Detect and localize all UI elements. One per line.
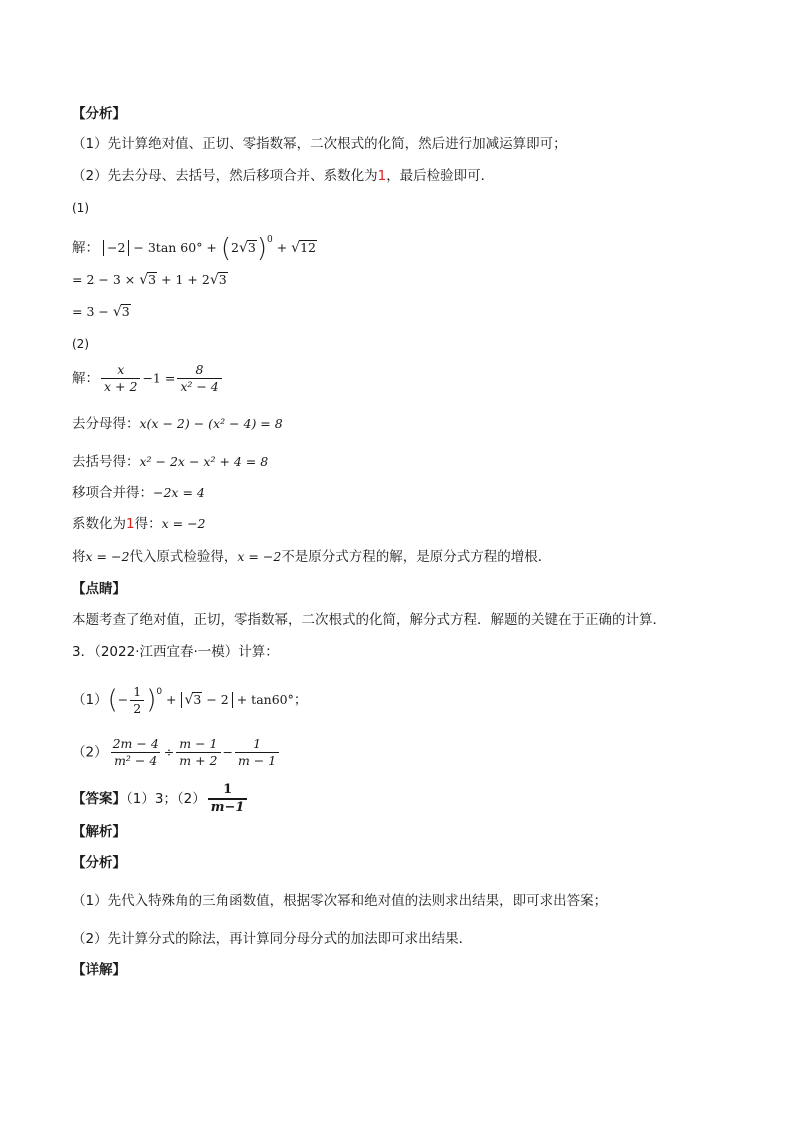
check-expr: x = −2 xyxy=(237,549,282,564)
sqrt: 3 xyxy=(193,692,202,707)
analysis-point-2-suffix: ，最后检验即可． xyxy=(386,168,495,184)
step-expr: x(x − 2) − (x² − 4) = 8 xyxy=(139,416,283,431)
denominator: 2 xyxy=(130,700,144,717)
part2-equation xyxy=(72,362,224,395)
sqrt: 3 xyxy=(247,240,256,255)
step-coefficient xyxy=(72,514,206,534)
denominator: x² − 4 xyxy=(177,378,221,395)
fraction xyxy=(176,736,220,769)
abs-value: √3 − 2 xyxy=(181,692,233,708)
step-label: 去分母得： xyxy=(72,416,140,432)
analysis-header: 【分析】 xyxy=(72,106,126,122)
step-remove-denominator xyxy=(72,414,283,434)
check-text: 不是原分式方程的解，是原分式方程的增根． xyxy=(281,549,552,565)
detail-header: 【详解】 xyxy=(72,962,126,978)
expr-text: −1 = xyxy=(142,370,176,386)
question3-title: 3．（2022·江西宜春·一模）计算： xyxy=(72,644,279,660)
abs-value: −2 xyxy=(103,240,129,256)
fraction xyxy=(110,736,162,769)
step-label: 移项合并得： xyxy=(72,485,153,501)
step-label: 得： xyxy=(134,516,162,532)
step-expr: x² − 2x − x² + 4 = 8 xyxy=(139,454,269,469)
check-text: 代入原式检验得， xyxy=(129,549,238,565)
analysis2-point-1: （1）先代入特殊角的三角函数值，根据零次幂和绝对值的法则求出结果，即可求出答案； xyxy=(72,893,608,909)
expr-text: − 2 xyxy=(202,692,229,707)
answer-line xyxy=(72,782,249,816)
part1-line3: = 3 − √3 xyxy=(72,304,130,320)
expr-text: − 3tan 60° + xyxy=(129,240,221,255)
numerator: 1 xyxy=(133,683,142,699)
analysis-point-1: （1）先计算绝对值、正切、零指数幂，二次根式的化简，然后进行加减运算即可； xyxy=(72,136,567,152)
denominator: m² − 4 xyxy=(111,752,160,769)
denominator: m − 1 xyxy=(235,752,279,769)
expr-text: = 2 − 3 × xyxy=(72,272,140,287)
part2-label: (2) xyxy=(72,337,89,351)
check-line xyxy=(72,547,551,567)
exponent: 0 xyxy=(156,687,163,697)
answer-header: 【答案】 xyxy=(72,791,126,807)
part1-line2: = 2 − 3 × √3 + 1 + 2√3 xyxy=(72,272,227,288)
check-expr: x = −2 xyxy=(85,549,130,564)
part-label: （1） xyxy=(72,692,108,708)
question3-part1: （1）(− $\frac{1}{2}$ )$^0$ + √3 − 2 + tan60°； xyxy=(72,683,308,716)
answer-fraction xyxy=(208,782,248,816)
analysis-point-2-number: 1 xyxy=(377,168,387,184)
numerator: x xyxy=(117,362,125,377)
numerator: m − 1 xyxy=(179,736,218,751)
part-label: （2） xyxy=(72,744,108,761)
analysis-point-2-prefix: （2）先去分母、去括号，然后移项合并、系数化为 xyxy=(72,168,378,184)
step-label-number: 1 xyxy=(126,516,135,532)
operator: − xyxy=(222,744,233,760)
step-label: 系数化为 xyxy=(72,516,126,532)
operator: ÷ xyxy=(163,744,175,760)
numerator: 1 xyxy=(253,736,262,751)
step-combine xyxy=(72,483,205,503)
comment-text: 本题考查了绝对值，正切，零指数幂，二次根式的化简，解分式方程．解题的关键在于正确的计算． xyxy=(72,612,666,628)
step-remove-brackets xyxy=(72,452,268,472)
analysis-point-2 xyxy=(72,166,494,186)
part1-label: (1) xyxy=(72,201,89,215)
fraction xyxy=(235,736,279,769)
expr-text: = 3 − xyxy=(72,304,113,319)
fraction xyxy=(101,362,140,395)
solve-label: 解： xyxy=(72,240,99,256)
expr-text: ； xyxy=(293,692,308,708)
fraction xyxy=(130,684,144,717)
answer-text: （1）3；（2） xyxy=(126,791,206,807)
question3-part2 xyxy=(72,736,281,769)
step-expr: x = −2 xyxy=(161,516,206,531)
part1-line1: 解： −2 − 3tan $60^\circ + (2√3)^0 + √12$ xyxy=(72,233,316,264)
sqrt: 3 xyxy=(121,304,130,319)
sqrt: 3 xyxy=(148,272,157,287)
denominator: m + 2 xyxy=(176,752,220,769)
expr-text: + xyxy=(272,240,292,255)
solve-label: 解： xyxy=(72,370,99,387)
analysis2-point-2: （2）先计算分式的除法，再计算同分母分式的加法即可求出结果． xyxy=(72,931,473,947)
numerator: 1 xyxy=(223,782,233,797)
check-text: 将 xyxy=(72,549,86,565)
expr-text: 2 xyxy=(231,240,239,255)
numerator: 8 xyxy=(195,362,204,377)
numerator: 2m − 4 xyxy=(112,736,159,751)
denominator: x + 2 xyxy=(101,378,140,395)
analysis2-header: 【分析】 xyxy=(72,855,126,871)
sqrt: 3 xyxy=(218,272,227,287)
exponent: 0 xyxy=(267,235,273,245)
comment-header: 【点睛】 xyxy=(72,581,126,597)
explain-header: 【解析】 xyxy=(72,824,126,840)
sqrt: 12 xyxy=(300,240,316,255)
fraction xyxy=(177,362,221,395)
step-label: 去括号得： xyxy=(72,454,140,470)
expr-text: + 1 + 2 xyxy=(157,272,210,287)
denominator: m−1 xyxy=(208,798,248,816)
step-expr: −2x = 4 xyxy=(153,485,205,500)
expr-text: + tan60° xyxy=(232,692,294,707)
